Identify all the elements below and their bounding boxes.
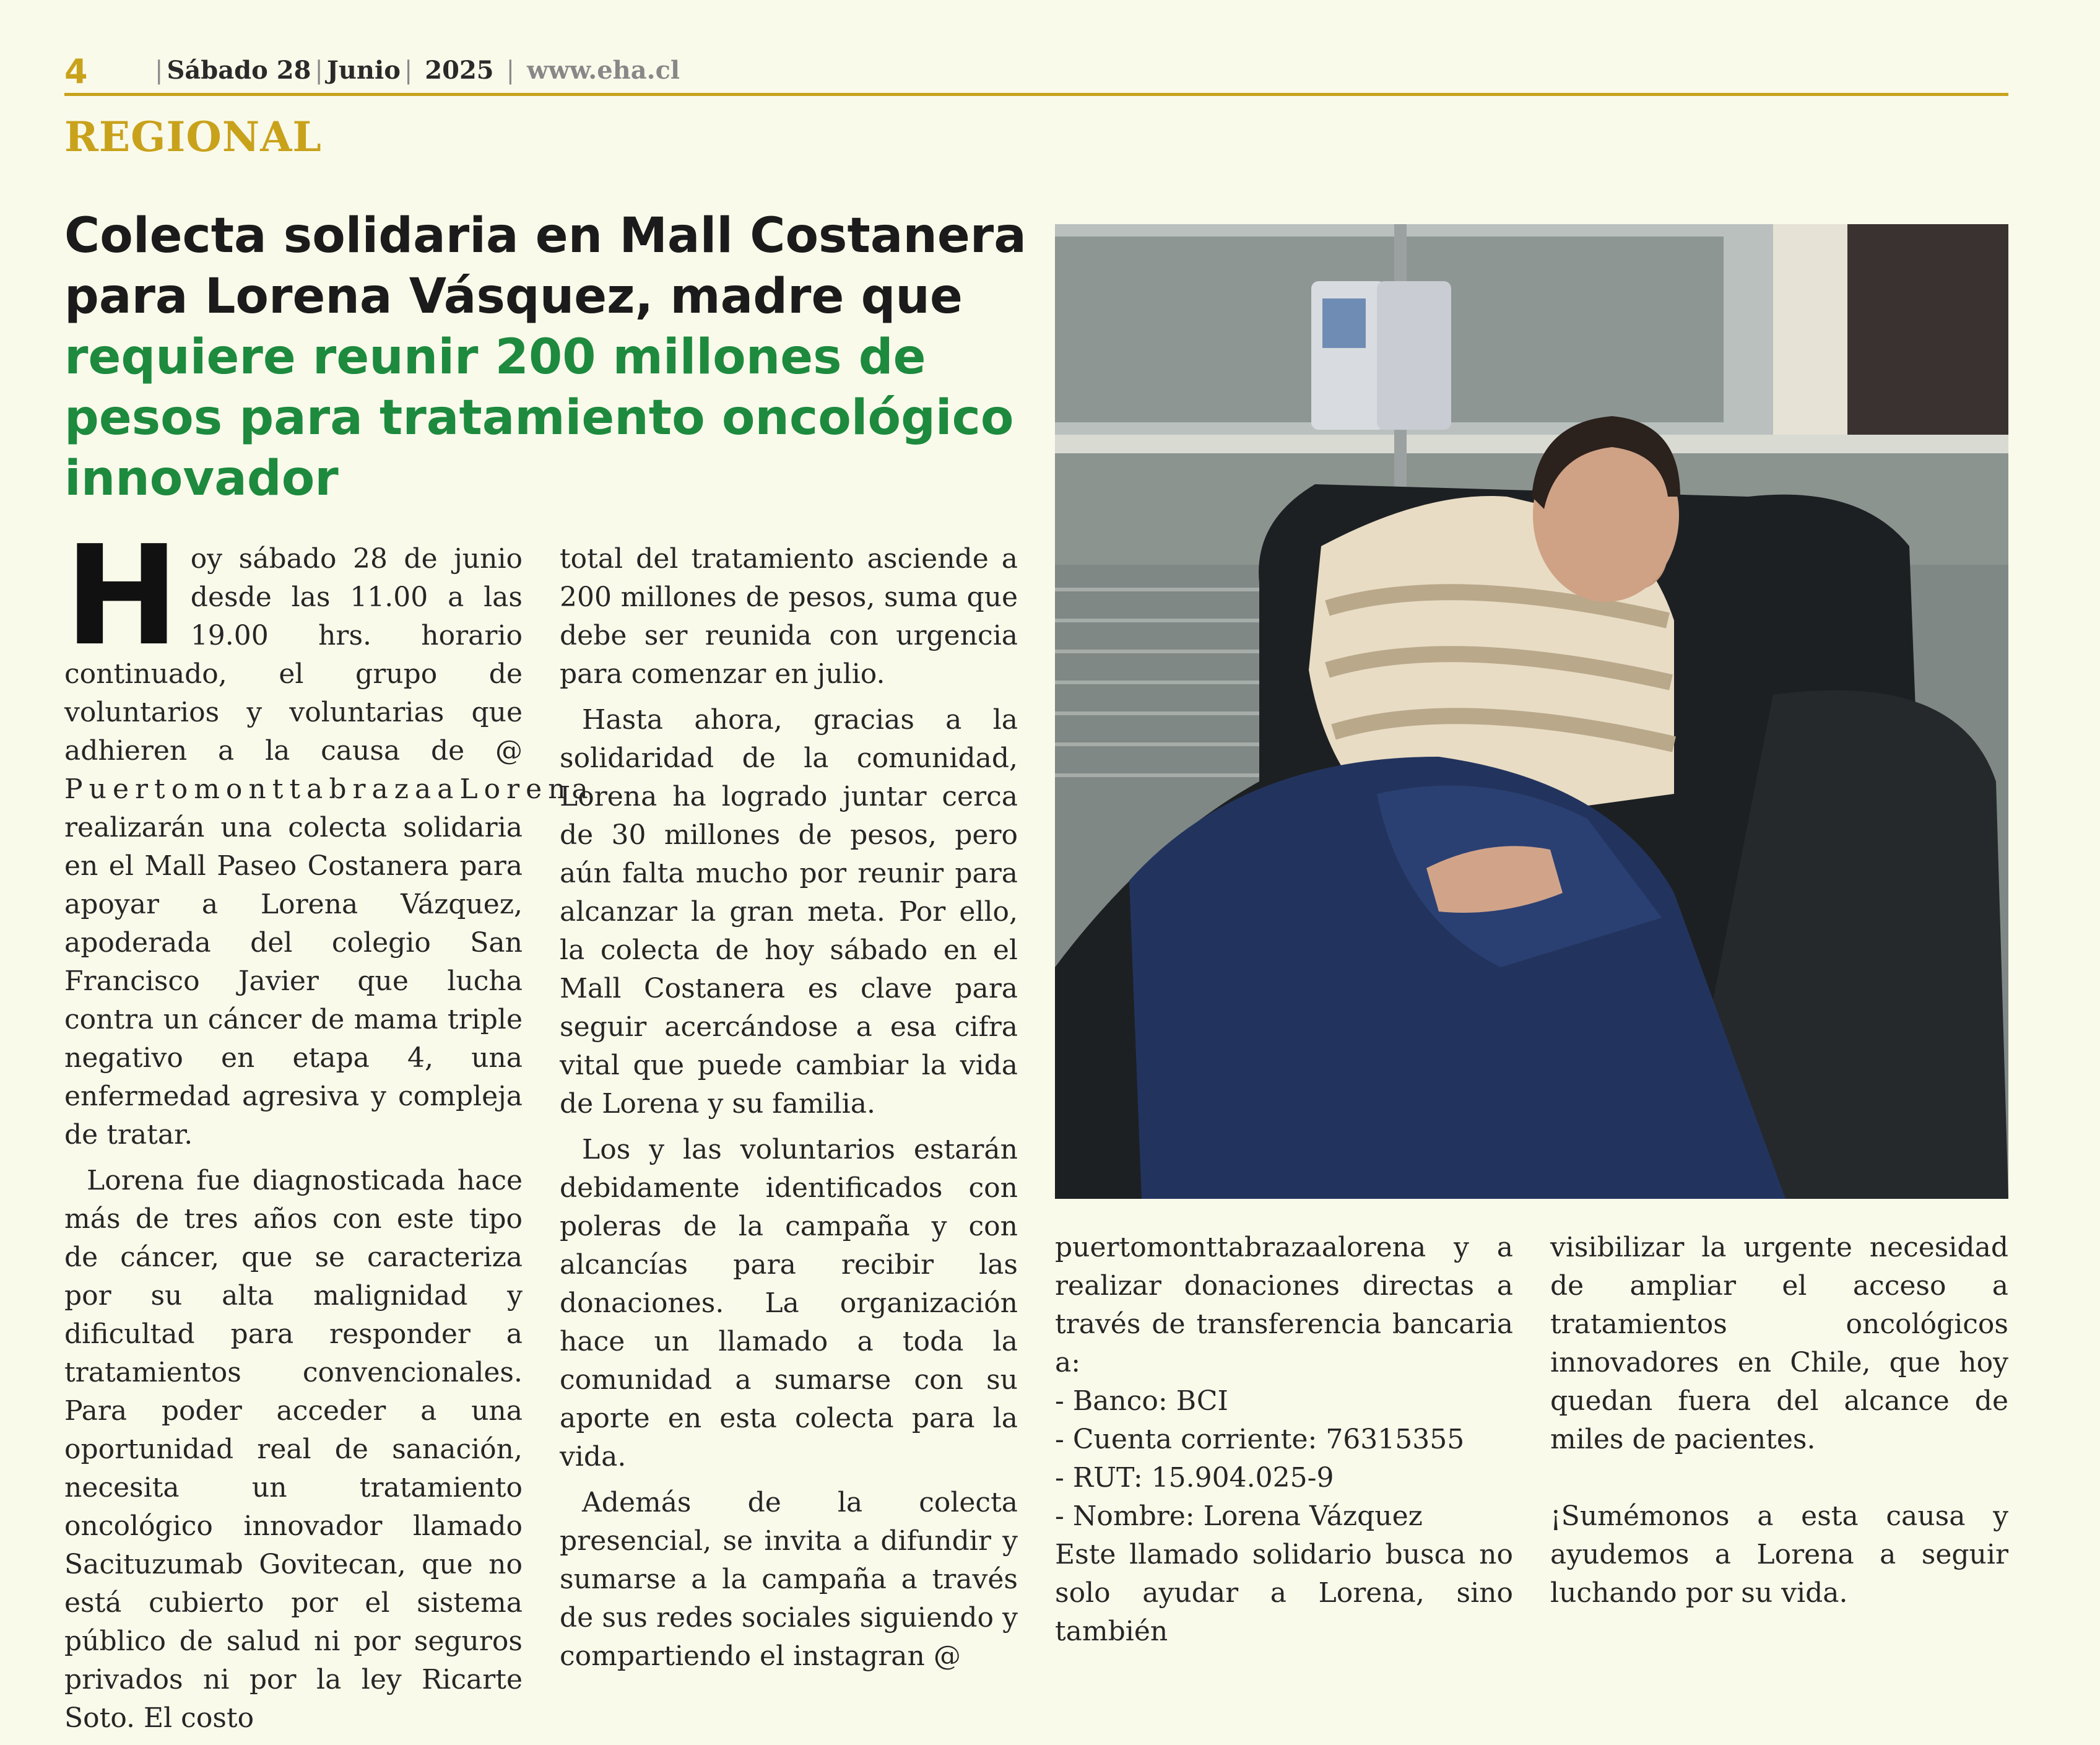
article-p2-cont: total del tratamiento asciende a 200 millones de pesos, suma que debe ser reunida con urgencia para comenzar en julio. <box>560 543 1018 690</box>
drop-cap: H <box>64 516 180 676</box>
bank-line-account: - Cuenta corriente: 76315355 <box>1055 1424 1465 1455</box>
article-p6: Este llamado solidario busca no solo ayudar a Lorena, sino también <box>1055 1539 1513 1647</box>
article-column-3 <box>1055 1229 1513 1658</box>
page-header <box>64 52 2008 95</box>
headline-main: Colecta solidaria en Mall Costanera para Lorena Vásquez, madre que <box>64 208 1026 324</box>
article-headline <box>64 206 1043 509</box>
article-p4: Los y las voluntarios estarán debidamente identificados con poleras de la campaña y con alcancías para recibir las donaciones. La organización hace un llamado a toda la comunidad a sumarse con su aporte en esta colecta para la vida. <box>560 1134 1018 1473</box>
bank-line-rut: - RUT: 15.904.025-9 <box>1055 1462 1334 1494</box>
article-p7: ¡Sumémonos a esta causa y ayudemos a Lorena a seguir luchando por su vida. <box>1550 1500 2008 1609</box>
article-p3: Hasta ahora, gracias a la solidaridad de la comunidad, Lorena ha logrado juntar cerca de 30 millones de pesos, pero aún falta mucho por reunir para alcanzar la gran meta. Por ello, la colecta de hoy sábado en el Mall Costanera es clave para seguir acercándose a esa cifra vital que puede cambiar la vida de Lorena y su familia. <box>560 704 1018 1120</box>
article-p5: Además de la colecta presencial, se invita a difundir y sumarse a la campaña a través de sus redes sociales siguiendo y compartiendo el instagran @ <box>560 1487 1018 1672</box>
article-column-1 <box>64 516 594 1745</box>
date-line: | Sábado 28 | Junio | 2025 | www.eha.cl <box>155 56 680 85</box>
photo-illustration <box>1055 224 2008 1199</box>
article-photo <box>1055 224 2008 1199</box>
header-month: Junio <box>326 56 401 85</box>
article-p1-rest: realizarán una colecta solidaria en el Mall Paseo Costanera para apoyar a Lorena Vázquez, apoderada del colegio San Francisco Javier que lucha contra un cáncer de mama triple negativo en etapa 4, una enfermedad agresiva y compleja de tratar. <box>64 812 523 1151</box>
article-p6-cont: visibilizar la urgente necesidad de ampliar el acceso a tratamientos oncológicos innovadores en Chile, que hoy quedan fuera del alcance de miles de pacientes. <box>1550 1232 2008 1455</box>
section-title: REGIONAL <box>64 113 322 161</box>
headline-highlight: requiere reunir 200 millones de pesos para tratamiento oncológico innovador <box>64 329 1014 507</box>
instagram-handle: PuertomonttabrazaaLorena <box>64 773 594 805</box>
bank-line-name: - Nombre: Lorena Vázquez <box>1055 1500 1423 1532</box>
article-column-4 <box>1550 1229 2008 1620</box>
header-year: 2025 <box>425 56 494 85</box>
header-day: Sábado 28 <box>167 56 311 85</box>
bank-line-bank: - Banco: BCI <box>1055 1385 1228 1417</box>
article-column-2 <box>560 540 1018 1683</box>
article-p1-lead: oy sábado 28 de junio desde las 11.00 a las 19.00 hrs. horario continuado, el grupo de voluntarios y voluntarias que adhieren a la causa de @ <box>64 543 523 767</box>
page-number: 4 <box>64 52 88 91</box>
article-p2: Lorena fue diagnosticada hace más de tres años con este tipo de cáncer, que se caracteriza por su alta malignidad y dificultad para responder a tratamientos convencionales. Para poder acceder a una oportunidad real de sanación, necesita un tratamiento oncológico innovador llamado Sacituzumab Govitecan, que no está cubierto por el sistema público de salud ni por seguros privados ni por la ley Ricarte Soto. El costo <box>64 1165 523 1734</box>
article-p5-cont: puertomonttabrazaalorena y a realizar donaciones directas a través de transferencia bancaria a: <box>1055 1232 1513 1378</box>
header-rule <box>64 93 2008 96</box>
website-link[interactable]: www.eha.cl <box>526 56 680 85</box>
